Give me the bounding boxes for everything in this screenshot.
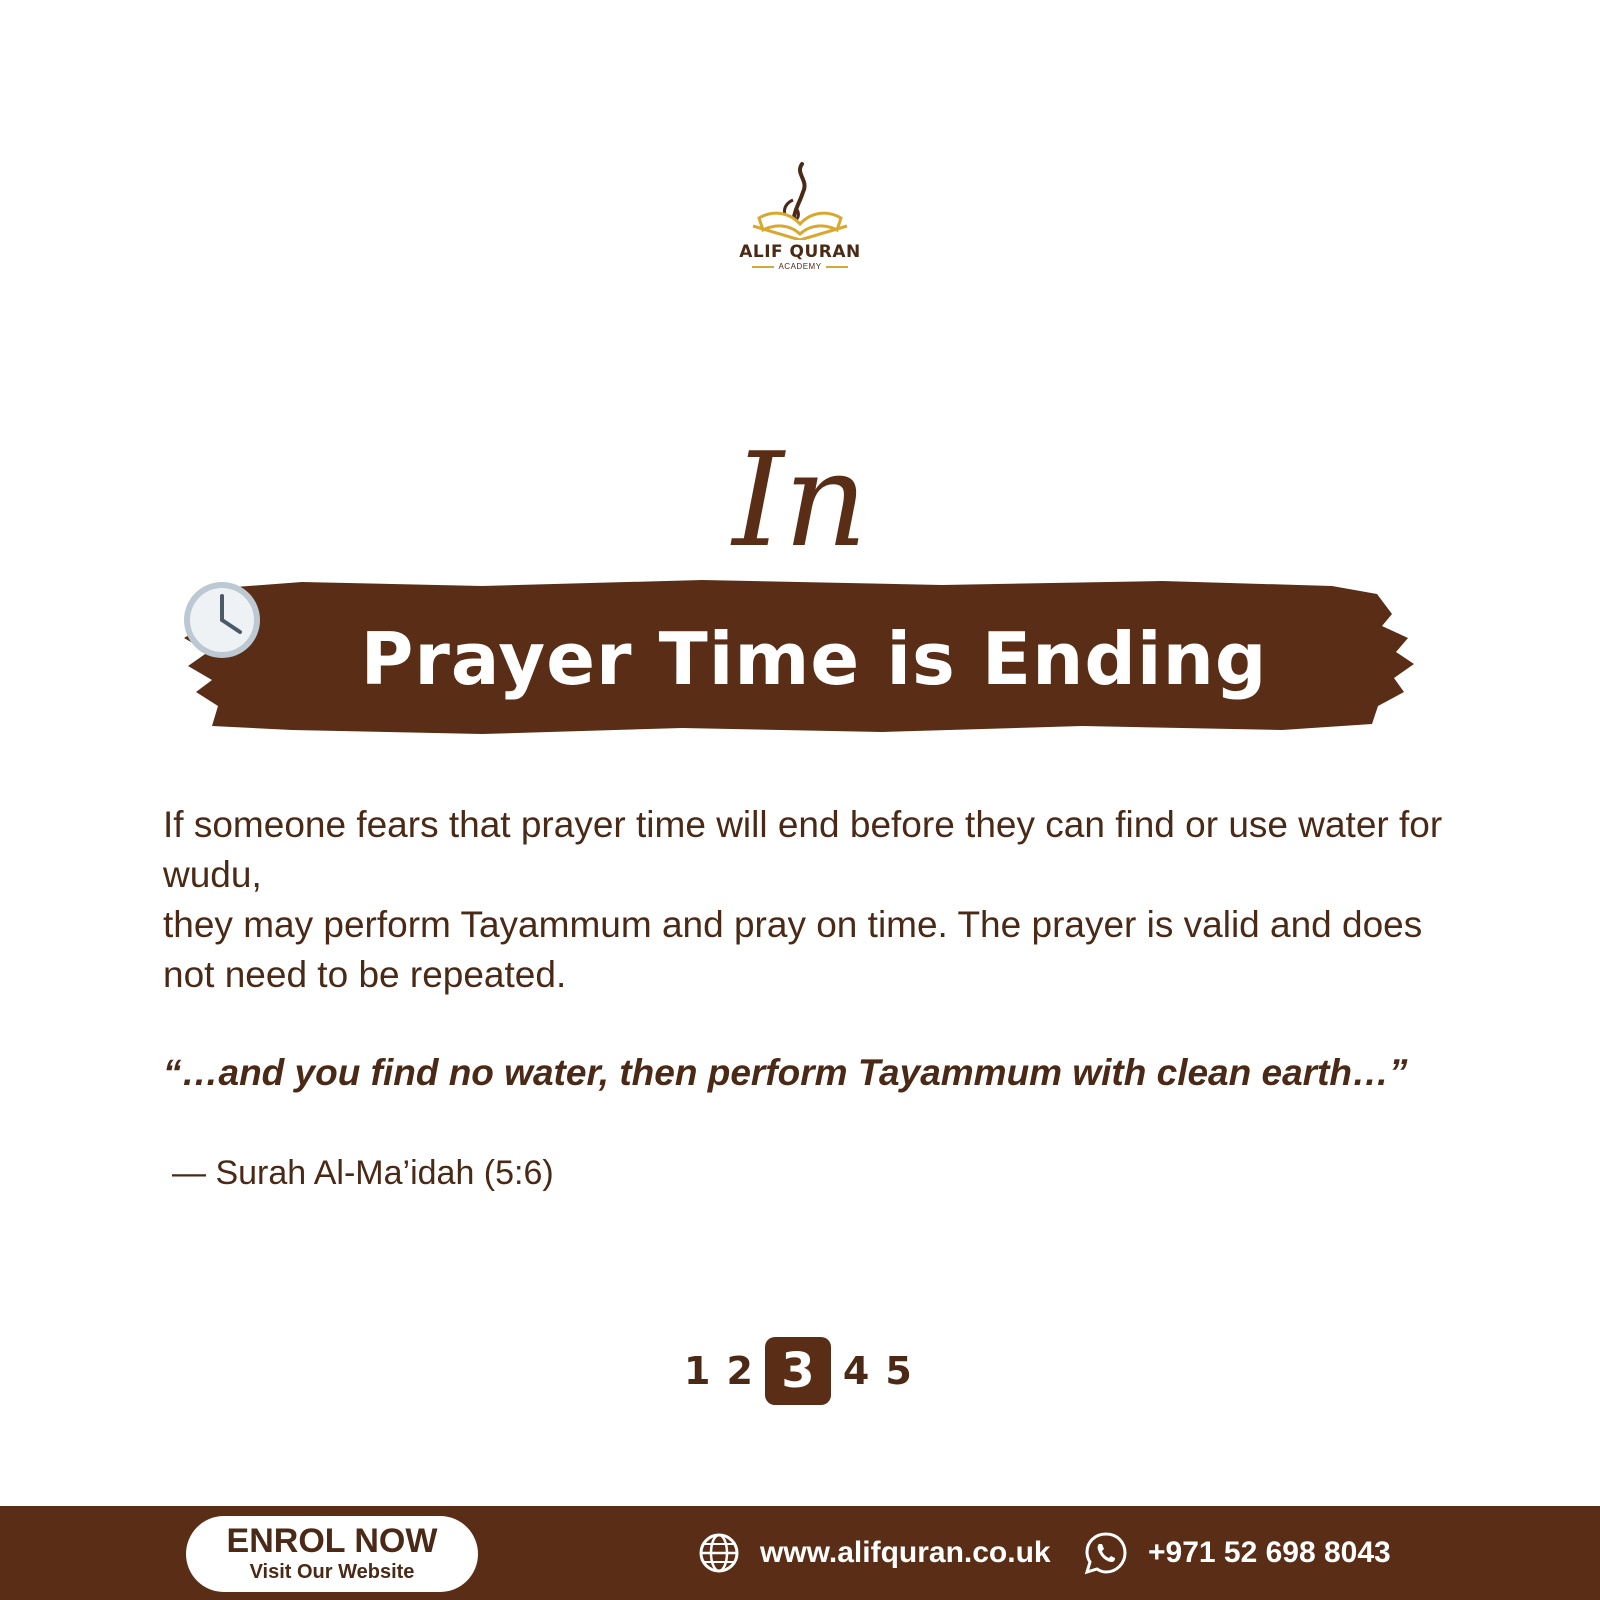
quote-source: — Surah Al-Ma’idah (5:6) (172, 1154, 554, 1192)
script-word-text: In (732, 424, 868, 576)
body-line-1: If someone fears that prayer time will end before they can find or use water for wudu, (163, 804, 1443, 895)
pagination (676, 1336, 920, 1406)
clock-icon (182, 580, 262, 660)
quran-quote: “…and you find no water, then perform Tayammum with clean earth…” (163, 1052, 1408, 1093)
script-heading-word (700, 420, 900, 580)
page-number-5[interactable]: 5 (885, 1349, 912, 1393)
website-contact[interactable] (698, 1506, 1051, 1600)
page-title: Prayer Time is Ending (360, 617, 1268, 701)
website-link[interactable]: www.alifquran.co.uk (760, 1536, 1051, 1569)
page-number-current[interactable]: 3 (765, 1337, 831, 1405)
brand-logo (735, 160, 865, 285)
banner-title-row (182, 580, 1418, 738)
footer-bar (0, 1506, 1600, 1600)
enrol-now-button[interactable] (186, 1516, 478, 1592)
body-line-2: they may perform Tayammum and pray on time. The prayer is valid and does not need to be repeated. (163, 904, 1423, 995)
phone-number[interactable]: +971 52 698 8043 (1148, 1536, 1391, 1569)
logo-subtitle: ACADEMY (778, 262, 822, 271)
enrol-subtitle: Visit Our Website (249, 1561, 415, 1583)
enrol-title: ENROL NOW (226, 1522, 438, 1560)
alif-book-logo-icon (745, 160, 855, 240)
logo-rule-right (826, 266, 848, 268)
logo-rule-left (752, 266, 774, 268)
page-number-1[interactable]: 1 (684, 1349, 711, 1393)
body-paragraph (163, 800, 1443, 1000)
logo-title: ALIF QURAN (739, 242, 861, 262)
globe-icon (698, 1532, 740, 1574)
logo-subtitle-row (735, 262, 865, 271)
page-number-2[interactable]: 2 (726, 1349, 753, 1393)
page-number-4[interactable]: 4 (842, 1349, 870, 1393)
phone-contact[interactable] (1084, 1506, 1391, 1600)
whatsapp-icon (1084, 1531, 1128, 1575)
title-banner (182, 580, 1418, 738)
